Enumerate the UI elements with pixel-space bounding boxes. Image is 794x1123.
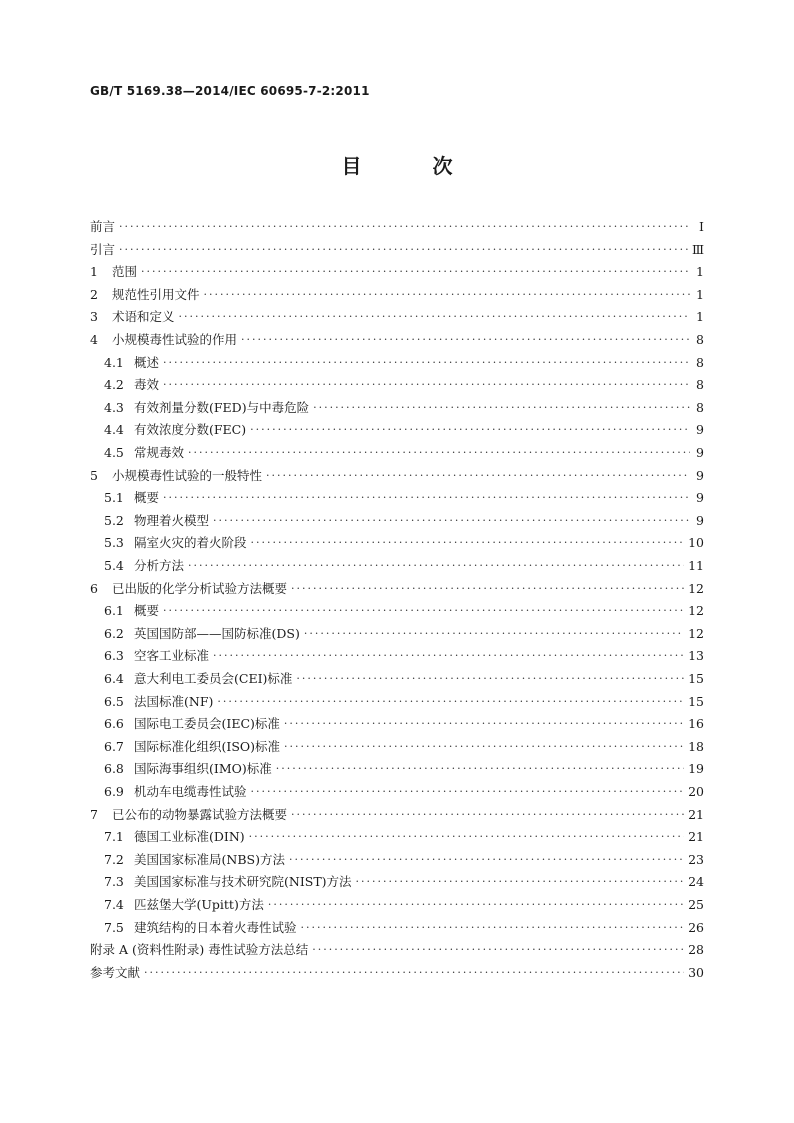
toc-entry[interactable] xyxy=(90,941,704,959)
toc-entry-title: 隔室火灾的着火阶段 xyxy=(134,535,247,551)
toc-leader-dots xyxy=(251,534,685,552)
toc-entry-title: 国际标准化组织(ISO)标准 xyxy=(134,738,281,754)
toc-entry-page: 9 xyxy=(696,512,704,528)
toc-entry-page: 9 xyxy=(696,467,704,483)
toc-entry-number: 7.4 xyxy=(104,897,124,912)
toc-entry-title: 物理着火模型 xyxy=(134,512,210,528)
toc-leader-dots xyxy=(250,421,690,439)
toc-entry[interactable] xyxy=(104,896,704,914)
toc-leader-dots xyxy=(301,919,685,937)
toc-entry[interactable] xyxy=(104,399,704,417)
toc-entry-title: 匹兹堡大学(Upitt)方法 xyxy=(134,897,264,912)
toc-entry-page: 28 xyxy=(688,942,704,958)
toc-entry-number: 2 xyxy=(90,286,98,302)
toc-leader-dots xyxy=(188,557,684,575)
toc-entry-title: 引言 xyxy=(90,241,116,257)
toc-entry-page: 16 xyxy=(688,716,704,732)
toc-entry[interactable] xyxy=(104,512,704,530)
toc-entry-title: 有效浓度分数(FEC) xyxy=(134,422,247,438)
toc-entry-page: 19 xyxy=(688,761,704,777)
toc-entry[interactable] xyxy=(104,444,704,462)
toc-leader-dots xyxy=(249,828,684,846)
toc-entry-title: 小规模毒性试验的一般特性 xyxy=(112,467,263,483)
toc-entry[interactable] xyxy=(104,534,704,552)
toc-entry-page: 23 xyxy=(688,851,704,867)
toc-entry-page: 1 xyxy=(696,309,704,325)
toc-entry-number: 5.3 xyxy=(104,535,124,551)
toc-entry[interactable] xyxy=(104,760,704,778)
toc-entry-number: 7.2 xyxy=(104,851,124,867)
toc-entry-title: 国际海事组织(IMO)标准 xyxy=(134,761,272,777)
toc-entry-page: 30 xyxy=(688,964,704,980)
toc-entry-page: 11 xyxy=(688,558,704,573)
toc-entry-page: Ⅲ xyxy=(691,241,704,257)
toc-entry[interactable] xyxy=(104,670,704,688)
toc-entry-number: 6.3 xyxy=(104,648,124,664)
toc-entry-page: 10 xyxy=(688,535,704,551)
toc-entry[interactable] xyxy=(104,647,704,665)
toc-entry-number: 7.3 xyxy=(104,874,124,890)
toc-entry-title: 概要 xyxy=(134,603,160,619)
toc-entry-number: 6.6 xyxy=(104,716,124,732)
toc-entry-page: 24 xyxy=(688,874,704,890)
toc-entry-title: 毒效 xyxy=(134,377,160,393)
toc-entry-page: 1 xyxy=(696,286,704,302)
toc-entry-number: 4.5 xyxy=(104,445,124,460)
toc-entry-number: 7.5 xyxy=(104,919,124,935)
toc-entry-number: 3 xyxy=(90,309,98,325)
toc-entry-number: 5.2 xyxy=(104,512,124,528)
toc-entry-page: 12 xyxy=(688,625,704,641)
toc-entry[interactable] xyxy=(90,806,704,824)
toc-entry-title: 概述 xyxy=(134,354,160,370)
toc-entry-title: 概要 xyxy=(134,490,160,506)
toc-entry-title: 常规毒效 xyxy=(134,445,185,460)
toc-entry-page: 15 xyxy=(688,671,704,686)
toc-entry-page: 13 xyxy=(688,648,704,664)
toc-leader-dots xyxy=(213,647,684,665)
toc-entry-page: 9 xyxy=(696,422,704,438)
toc-leader-dots xyxy=(276,760,684,778)
toc-entry-number: 7.1 xyxy=(104,829,124,845)
toc-entry-page: 9 xyxy=(696,445,704,460)
toc-entry[interactable] xyxy=(104,919,704,937)
toc-leader-dots xyxy=(241,331,690,349)
toc-entry-page: 8 xyxy=(696,377,704,393)
toc-entry[interactable] xyxy=(104,421,704,439)
toc-leader-dots xyxy=(213,512,690,530)
toc-entry[interactable] xyxy=(90,331,704,349)
toc-entry-title: 规范性引用文件 xyxy=(112,286,200,302)
toc-entry-number: 4 xyxy=(90,332,98,347)
toc-entry-page: 20 xyxy=(688,784,704,799)
toc-entry-number: 5.1 xyxy=(104,490,124,506)
toc-entry[interactable] xyxy=(90,580,704,598)
toc-entry-title: 意大利电工委员会(CEI)标准 xyxy=(134,671,293,686)
toc-entry-page: 21 xyxy=(688,829,704,845)
toc-entry-number: 6.4 xyxy=(104,671,124,686)
toc-leader-dots xyxy=(313,399,690,417)
toc-entry[interactable] xyxy=(90,467,704,485)
toc-leader-dots xyxy=(291,580,684,598)
toc-entry-number: 1 xyxy=(90,264,98,280)
toc-entry-title: 小规模毒性试验的作用 xyxy=(112,332,238,347)
toc-entry-title: 术语和定义 xyxy=(112,309,175,325)
toc-entry-title: 有效剂量分数(FED)与中毒危险 xyxy=(134,399,310,415)
toc-entry-page: 8 xyxy=(696,354,704,370)
toc-entry[interactable] xyxy=(104,376,704,394)
toc-leader-dots xyxy=(284,715,684,733)
toc-entry[interactable] xyxy=(90,241,704,259)
toc-entry-page: Ⅰ xyxy=(699,219,704,234)
toc-entry[interactable] xyxy=(104,602,704,620)
toc-entry-title: 美国国家标准局(NBS)方法 xyxy=(134,851,285,867)
toc-entry[interactable] xyxy=(104,851,704,869)
toc-entry[interactable] xyxy=(104,738,704,756)
toc-entry-page: 9 xyxy=(696,490,704,506)
toc-leader-dots xyxy=(204,286,690,304)
toc-leader-dots xyxy=(266,467,690,485)
toc-entry[interactable] xyxy=(104,557,704,575)
toc-entry-title: 前言 xyxy=(90,219,116,234)
toc-entry-page: 12 xyxy=(688,603,704,619)
toc-entry-page: 1 xyxy=(696,264,704,280)
toc-leader-dots xyxy=(141,263,690,281)
toc-entry[interactable] xyxy=(90,218,704,236)
toc-entry-title: 分析方法 xyxy=(134,558,185,573)
toc-entry-number: 6.2 xyxy=(104,625,124,641)
toc-entry-page: 8 xyxy=(696,332,704,347)
toc-entry[interactable] xyxy=(104,693,704,711)
toc-leader-dots xyxy=(304,625,684,643)
toc-entry-number: 4.2 xyxy=(104,377,124,393)
toc-entry-title: 德国工业标准(DIN) xyxy=(134,829,245,845)
toc-entry[interactable] xyxy=(104,354,704,372)
toc-entry-title: 英国国防部——国防标准(DS) xyxy=(134,625,300,641)
toc-entry-page: 15 xyxy=(688,693,704,709)
toc-entry[interactable] xyxy=(90,308,704,326)
toc-entry-title: 范围 xyxy=(112,264,138,280)
toc-entry-number: 6.8 xyxy=(104,761,124,777)
toc-entry-title: 机动车电缆毒性试验 xyxy=(134,784,247,799)
toc-leader-dots xyxy=(119,218,690,236)
toc-entry[interactable] xyxy=(104,828,704,846)
page-title: 目 次 xyxy=(341,154,485,178)
toc-entry-title: 附录 A (资料性附录) 毒性试验方法总结 xyxy=(90,942,309,958)
toc-entry[interactable] xyxy=(90,263,704,281)
toc-entry-number: 6.5 xyxy=(104,693,124,709)
toc-leader-dots xyxy=(163,489,690,507)
toc-entry-page: 8 xyxy=(696,399,704,415)
toc-entry[interactable] xyxy=(104,873,704,891)
toc-leader-dots xyxy=(251,783,685,801)
toc-entry-title: 国际电工委员会(IEC)标准 xyxy=(134,716,280,732)
toc-leader-dots xyxy=(296,670,684,688)
toc-entry-number: 6.1 xyxy=(104,603,124,619)
toc-entry-title: 参考文献 xyxy=(90,964,141,980)
toc-leader-dots xyxy=(356,873,685,891)
toc-entry[interactable] xyxy=(104,715,704,733)
toc-leader-dots xyxy=(268,896,684,914)
toc-entry[interactable] xyxy=(90,286,704,304)
toc-entry[interactable] xyxy=(90,964,704,982)
toc-entry-title: 已出版的化学分析试验方法概要 xyxy=(112,580,288,596)
toc-entry-title: 建筑结构的日本着火毒性试验 xyxy=(134,919,297,935)
toc-leader-dots xyxy=(179,308,690,326)
toc-entry-number: 4.1 xyxy=(104,354,124,370)
toc-leader-dots xyxy=(163,376,690,394)
toc-entry-title: 已公布的动物暴露试验方法概要 xyxy=(112,806,288,822)
toc-leader-dots xyxy=(217,693,684,711)
toc-leader-dots xyxy=(188,444,690,462)
toc-entry[interactable] xyxy=(104,489,704,507)
toc-leader-dots xyxy=(289,851,684,869)
toc-entry-number: 6.7 xyxy=(104,738,124,754)
toc-leader-dots xyxy=(119,241,688,259)
toc-leader-dots xyxy=(284,738,684,756)
toc-entry-title: 空客工业标准 xyxy=(134,648,210,664)
toc-entry-number: 6.9 xyxy=(104,784,124,799)
toc-entry[interactable] xyxy=(104,783,704,801)
toc-entry-page: 25 xyxy=(688,897,704,912)
toc-entry-page: 21 xyxy=(688,806,704,822)
toc-entry-title: 法国标准(NF) xyxy=(134,693,214,709)
toc-leader-dots xyxy=(144,964,684,982)
document-header: GB/T 5169.38—2014/IEC 60695-7-2:2011 xyxy=(90,84,370,98)
toc-leader-dots xyxy=(163,602,684,620)
toc-entry-page: 18 xyxy=(688,738,704,754)
toc-leader-dots xyxy=(163,354,690,372)
toc-entry-number: 5 xyxy=(90,467,98,483)
toc-entry-number: 4.3 xyxy=(104,399,124,415)
toc-entry-title: 美国国家标准与技术研究院(NIST)方法 xyxy=(134,874,352,890)
toc-entry-page: 12 xyxy=(688,580,704,596)
toc-leader-dots xyxy=(291,806,684,824)
toc-entry-number: 5.4 xyxy=(104,558,124,573)
toc-entry-page: 26 xyxy=(688,919,704,935)
toc-entry[interactable] xyxy=(104,625,704,643)
toc-leader-dots xyxy=(312,941,684,959)
toc-entry-number: 7 xyxy=(90,806,98,822)
toc-entry-number: 6 xyxy=(90,580,98,596)
toc-entry-number: 4.4 xyxy=(104,422,124,438)
